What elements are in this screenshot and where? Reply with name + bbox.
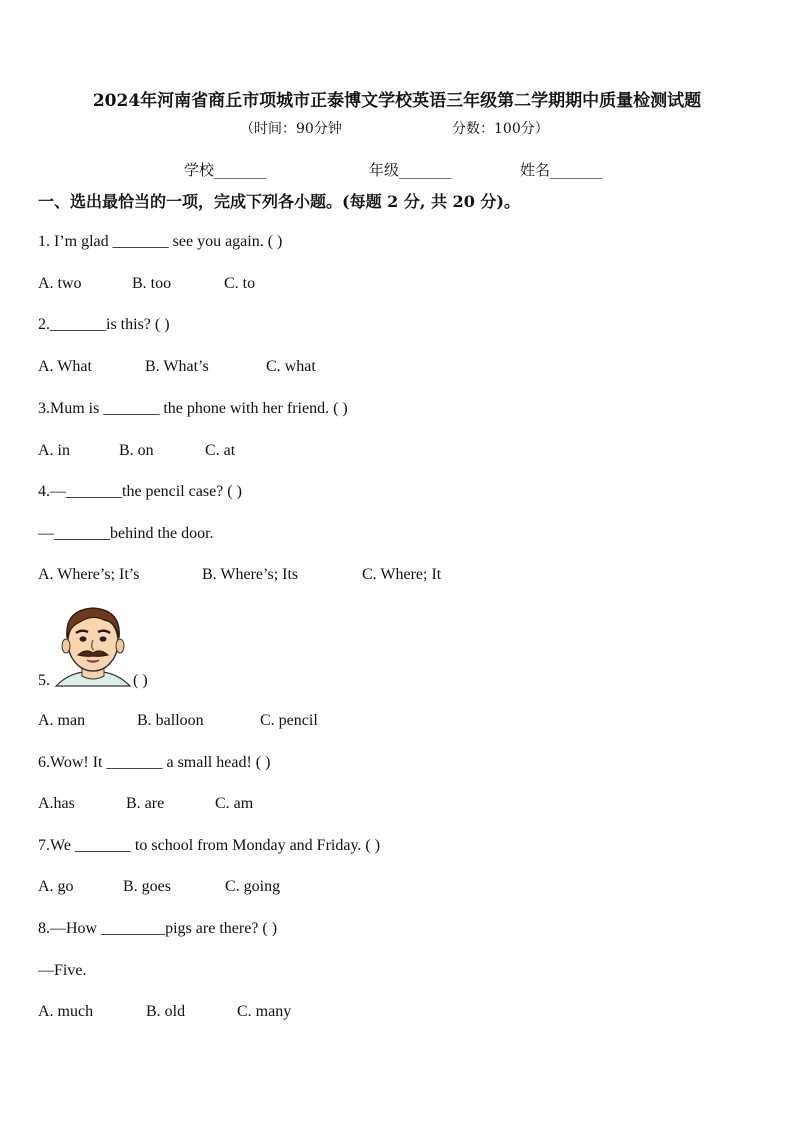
question-1: 1. I’m glad _______ see you again. ( ): [38, 233, 283, 250]
option-b[interactable]: B. on: [119, 442, 154, 459]
option-b[interactable]: B. balloon: [137, 712, 204, 729]
option-c[interactable]: C. going: [225, 878, 281, 895]
question-7-options: [38, 878, 281, 896]
option-b[interactable]: B. are: [126, 795, 165, 812]
question-3-options: [38, 442, 236, 460]
grade-field[interactable]: 年级_______: [369, 161, 452, 179]
option-b[interactable]: B. What’s: [145, 358, 209, 375]
exam-score: 分数：100分）: [452, 121, 549, 137]
question-5-number: 5.: [38, 672, 50, 689]
option-a[interactable]: A. man: [38, 712, 86, 729]
option-b[interactable]: B. goes: [123, 878, 171, 895]
question-8-reply: —Five.: [38, 962, 87, 979]
option-a[interactable]: A. go: [38, 878, 74, 895]
question-2: 2._______is this? ( ): [38, 316, 170, 333]
option-b[interactable]: B. old: [146, 1003, 186, 1020]
section-heading: 一、选出最恰当的一项，完成下列各小题。(每题 2 分, 共 20 分)。: [38, 192, 520, 211]
question-4: 4.—_______the pencil case? ( ): [38, 483, 242, 500]
school-field[interactable]: 学校_______: [184, 161, 267, 179]
option-b[interactable]: B. Where’s; Its: [202, 566, 299, 583]
option-c[interactable]: C. Where; It: [362, 566, 442, 583]
option-c[interactable]: C. am: [215, 795, 254, 812]
option-a[interactable]: A. much: [38, 1003, 94, 1020]
question-2-options: [38, 358, 316, 376]
question-5-options: [38, 712, 318, 730]
question-3: 3.Mum is _______ the phone with her friend. ( ): [38, 400, 348, 417]
option-a[interactable]: A. Where’s; It’s: [38, 566, 140, 583]
option-c[interactable]: C. at: [205, 442, 236, 459]
question-6: 6.Wow! It _______ a small head! ( ): [38, 754, 271, 771]
option-a[interactable]: A. What: [38, 358, 92, 375]
question-8-options: [38, 1003, 292, 1021]
option-b[interactable]: B. too: [132, 275, 172, 292]
question-4-reply: —_______behind the door.: [38, 525, 214, 542]
option-c[interactable]: C. what: [266, 358, 316, 375]
question-4-options: [38, 566, 442, 584]
question-6-options: [38, 795, 254, 813]
question-8: 8.—How ________pigs are there? ( ): [38, 920, 278, 937]
man-portrait-image: [52, 600, 134, 690]
question-5-answer-paren: ( ): [133, 672, 148, 689]
option-a[interactable]: A. two: [38, 275, 82, 292]
question-7: 7.We _______ to school from Monday and Friday. ( ): [38, 837, 381, 854]
question-1-options: [38, 275, 256, 293]
option-c[interactable]: C. to: [224, 275, 256, 292]
option-a[interactable]: A.has: [38, 795, 75, 812]
page-title: 2024年河南省商丘市项城市正泰博文学校英语三年级第二学期期中质量检测试题: [92, 91, 702, 111]
exam-time: （时间：90分钟: [240, 121, 342, 137]
option-a[interactable]: A. in: [38, 442, 70, 459]
option-c[interactable]: C. pencil: [260, 712, 318, 729]
name-field[interactable]: 姓名_______: [520, 161, 603, 179]
option-c[interactable]: C. many: [237, 1003, 292, 1020]
